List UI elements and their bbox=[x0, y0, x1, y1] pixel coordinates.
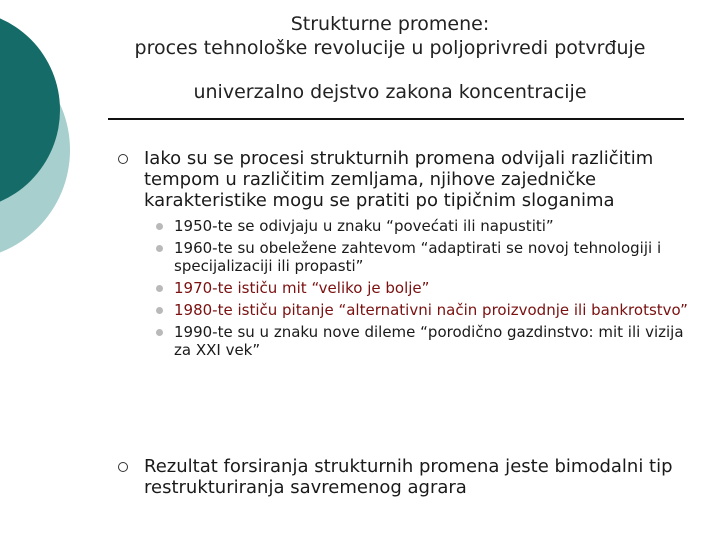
slide-title bbox=[80, 12, 700, 104]
bullet-1-text: Iako su se procesi strukturnih promena odvijali različitim tempom u različitim zemljama, njihove zajedničke karakteristike mogu se pratiti po tipičnim sloganima bbox=[144, 148, 654, 211]
title-line-3: univerzalno dejstvo zakona koncentracije bbox=[193, 81, 587, 103]
sub-bullet-1980: 1980-te ističu pitanje “alternativni način proizvodnje ili bankrotstvo” bbox=[174, 301, 698, 319]
sub-bullet-1950: 1950-te se odivjaju u znaku “povećati ili napustiti” bbox=[174, 217, 698, 235]
title-line-2: proces tehnološke revolucije u poljoprivredi potvrđuje bbox=[134, 37, 646, 59]
sub-bullet-1990: 1990-te su u znaku nove dileme “porodično gazdinstvo: mit ili vizija za XXI vek” bbox=[174, 323, 698, 359]
title-line-1: Strukturne promene: bbox=[290, 13, 490, 35]
hollow-bullet-icon bbox=[118, 462, 128, 472]
sub-bullet-list bbox=[118, 217, 698, 359]
hollow-bullet-icon bbox=[118, 154, 128, 164]
grey-dot-icon bbox=[156, 307, 163, 314]
grey-dot-icon bbox=[156, 329, 163, 336]
bullet-1 bbox=[118, 148, 698, 363]
title-divider bbox=[108, 118, 684, 120]
sub-bullet-1970: 1970-te ističu mit “veliko je bolje” bbox=[174, 279, 698, 297]
grey-dot-icon bbox=[156, 285, 163, 292]
grey-dot-icon bbox=[156, 223, 163, 230]
bullet-2-text: Rezultat forsiranja strukturnih promena jeste bimodalni tip restrukturiranja savremenog agrara bbox=[144, 456, 673, 498]
bullet-2 bbox=[118, 456, 698, 498]
grey-dot-icon bbox=[156, 245, 163, 252]
sub-bullet-1960: 1960-te su obeležene zahtevom “adaptirati se novoj tehnologiji i specijalizaciji ili propasti” bbox=[174, 239, 698, 275]
